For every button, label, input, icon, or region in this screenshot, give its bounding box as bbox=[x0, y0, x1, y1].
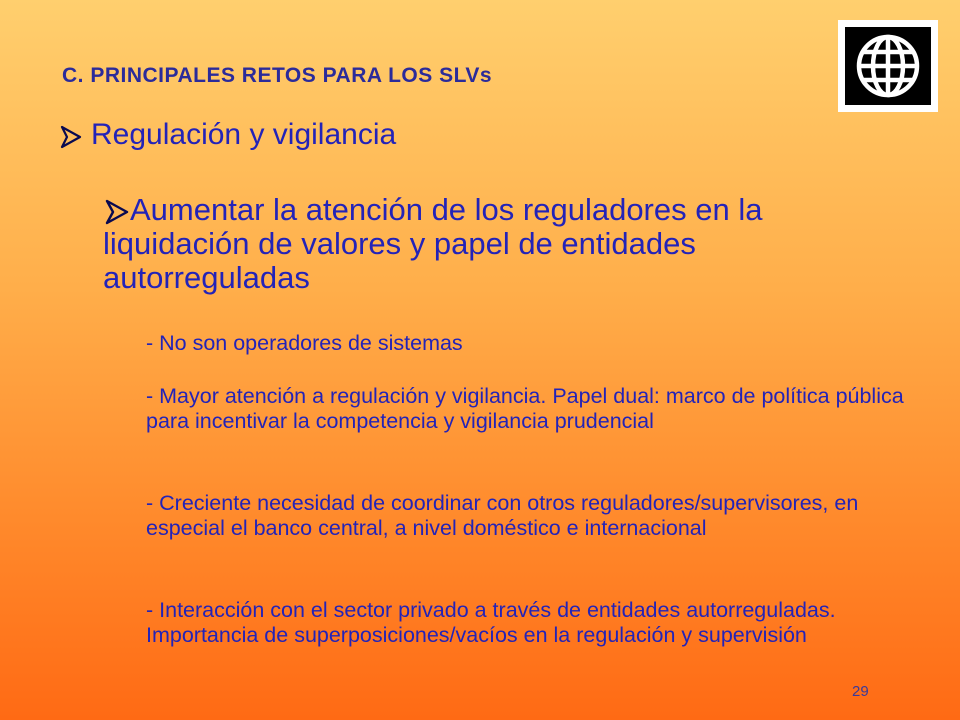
sub-item: - No son operadores de sistemas bbox=[146, 331, 463, 355]
slide-title: C. PRINCIPALES RETOS PARA LOS SLVs bbox=[62, 64, 493, 87]
page-number: 29 bbox=[852, 683, 869, 700]
world-bank-logo bbox=[838, 20, 938, 112]
globe-icon bbox=[854, 32, 922, 100]
arrow-bullet-icon bbox=[105, 199, 129, 225]
sub-item: - Creciente necesidad de coordinar con otros reguladores/supervisores, en especial el banco central, a nivel doméstico e internacional bbox=[146, 491, 859, 540]
bullet-aumentar-atencion bbox=[103, 193, 903, 295]
bullet-1-text: Regulación y vigilancia bbox=[91, 118, 397, 151]
logo-background bbox=[845, 27, 931, 105]
bullet-2-text: Aumentar la atención de los reguladores en la liquidación de valores y papel de entidades autorreguladas bbox=[103, 192, 763, 295]
sub-item: - Interacción con el sector privado a través de entidades autorreguladas. Importancia de superposiciones/vacíos en la regulación y supervisión bbox=[146, 598, 836, 647]
sub-item: - Mayor atención a regulación y vigilancia. Papel dual: marco de política pública para incentivar la competencia y vigilancia prudencial bbox=[146, 384, 904, 433]
arrow-bullet-icon bbox=[60, 125, 82, 149]
